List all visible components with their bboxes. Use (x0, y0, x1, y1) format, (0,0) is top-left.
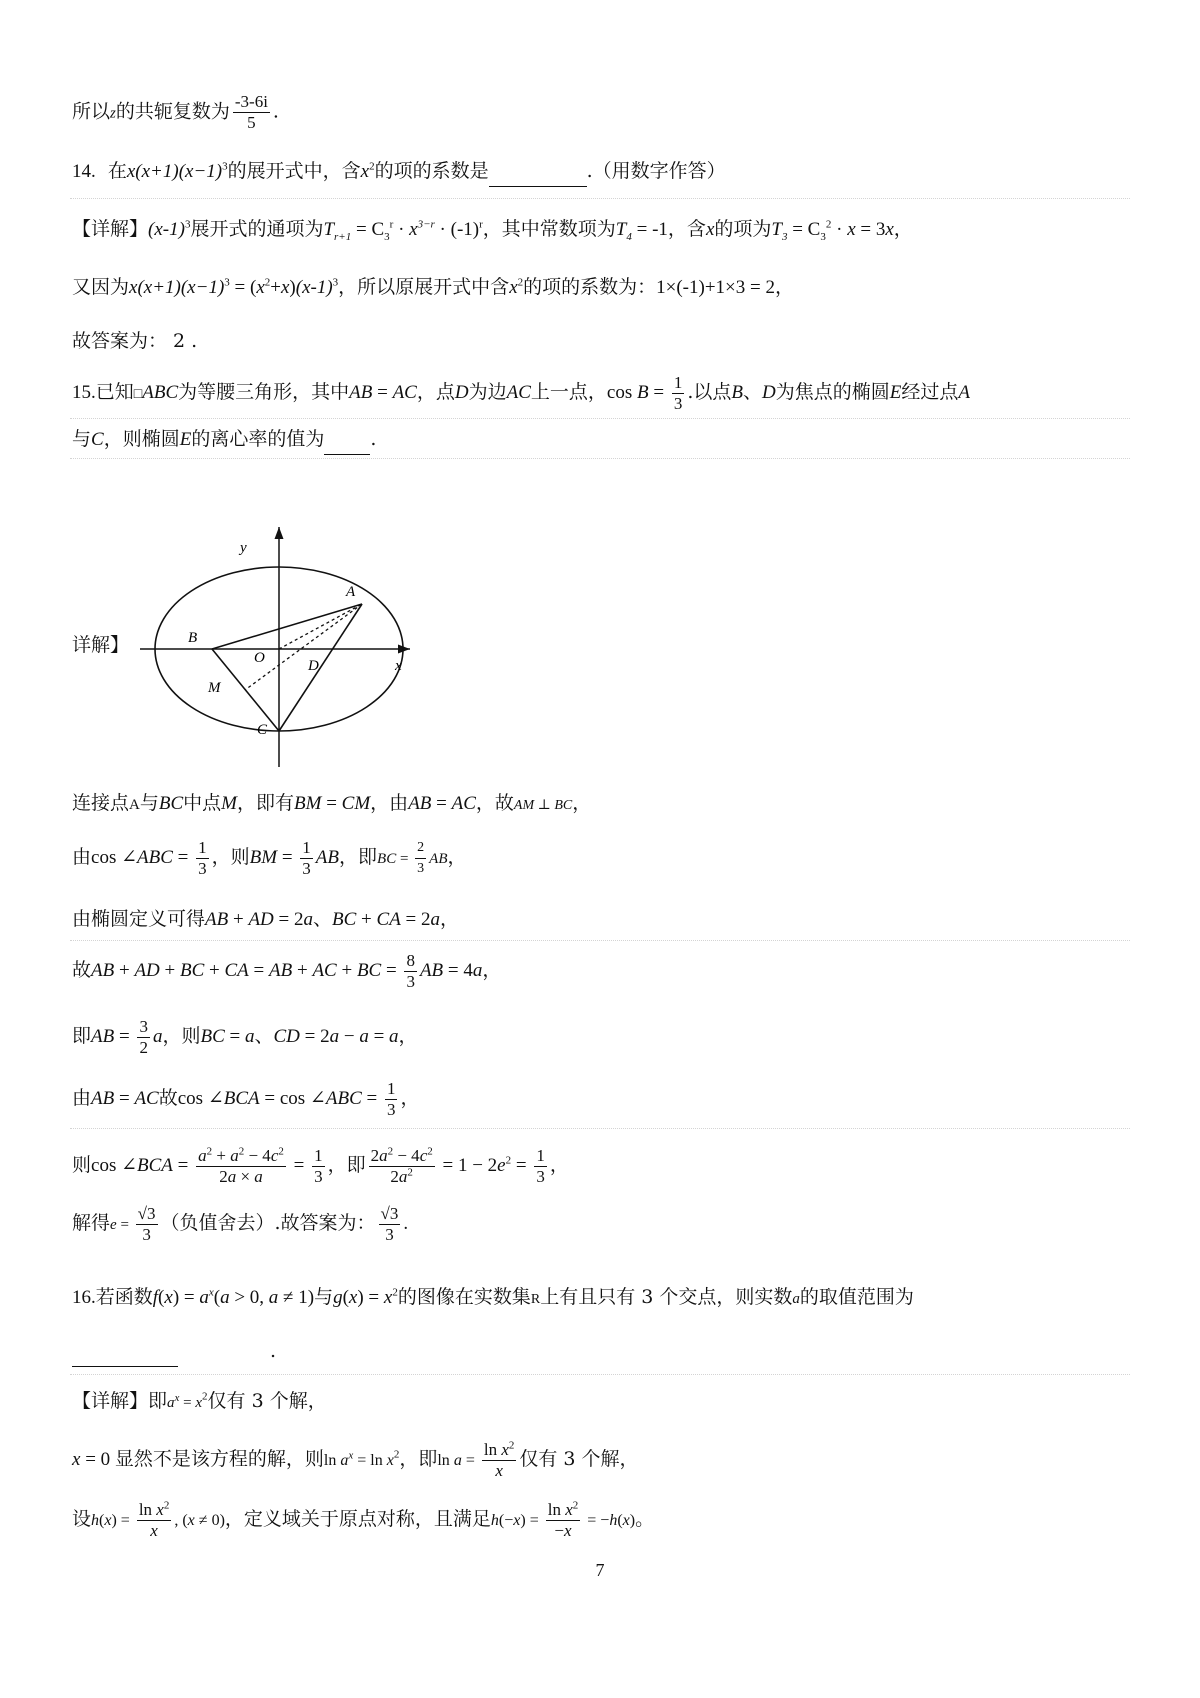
solution-15-line-7: 则cos ∠BCA = $\frac{a^2 + a^2 - 4c^2}{2a \times a}$ = $\frac{1}{3}$ ，即 $\frac{2a^2 - 4c^2}{2a^2}$ = $1 - 2e^2$ = $\frac{1}{3}$ ， (72, 1144, 569, 1186)
solution-15-line-8: 解得e = $\frac{√3}{3}$ （负值舍去）.故答案为： $\frac{√3}{3}$ . (72, 1203, 409, 1244)
page-number: 7 (595, 1560, 605, 1580)
solution-15-line-4: 故AB + AD + BC + CA = AB + AC + BC = $\frac{8}{3}$ AB = 4a， (72, 950, 502, 991)
divider (70, 940, 1130, 941)
answer-blank (489, 156, 587, 187)
question-15-cont: 与C，则椭圆E的离心率的值为 . (72, 424, 376, 455)
solution-15-head: 详解】 (72, 634, 130, 656)
label-a: A (346, 584, 356, 600)
divider (70, 418, 1130, 419)
solution-16-line-1: 【详解】即$a^x = x^2$仅有 3 个解， (72, 1390, 327, 1412)
solution-14-line-1: 【详解】$(x-1)^3$展开式的通项为$T_{r+1} = C_3^r \cdot x^{3-r} \cdot (-1)^r$，其中常数项为$T_4 = -1$，含x的项为$T_3 = C_3^2 \cdot x = 3x$， (72, 218, 913, 243)
divider (70, 1128, 1130, 1129)
solution-15-line-6: 由AB = AC故cos ∠BCA = cos ∠ABC = $\frac{1}{3}$ ， (72, 1078, 420, 1119)
segment-bd (212, 604, 362, 649)
solution-15-line-2: 由cos ∠ABC = $\frac{1}{3}$ ，则BM = $\frac{1}{3}$ AB，即BC = $\frac{2}{3}$ AB， (72, 837, 467, 878)
solution-15-line-3: 由椭圆定义可得AB + AD = 2a、BC + CA = 2a， (72, 908, 460, 930)
label-d: D (308, 658, 319, 674)
conjugate-fraction: $\frac{-3-6i}{5}$ (234, 92, 268, 132)
label-o: O (254, 650, 265, 666)
divider (70, 198, 1130, 199)
question-16: 16.若函数$f(x) = a^x(a > 0$, a ≠ 1)与$g(x) = x^2$的图像在实数集R上有且只有 3 个交点，则实数a的取值范围为 (72, 1286, 914, 1308)
solution-14-line-2: 又因为$x(x+1)(x-1)^3 = (x^2+x)(x-1)^3$，所以原展开式中含$x^2$的项的系数为：1×(-1)+1×3 = 2， (72, 276, 794, 298)
segment-ac (279, 604, 362, 731)
solution-14-answer: 故答案为： 2 . (72, 330, 198, 352)
question-14: 14. 在$x(x+1)(x-1)^3$的展开式中，含$x^2$的项的系数是 .（用数字作答） (72, 156, 726, 187)
ellipse-figure (140, 512, 420, 772)
divider (70, 458, 1130, 459)
solution-16-line-3: 设h(x) = $\frac{\ln x^2}{x}$ , (x ≠ 0)，定义域关于原点对称，且满足h(−x) = $\frac{\ln x^2}{-x}$ = −h(x)。 (72, 1498, 655, 1540)
solution-16-line-2: x = 0 显然不是该方程的解，则$\ln a^x = \ln x^2$，即ln a = $\frac{\ln x^2}{x}$ 仅有 3 个解， (72, 1438, 639, 1480)
answer-blank (324, 424, 370, 455)
segment-am (245, 604, 362, 690)
conjugate-line: 所以z的共轭复数为 $\frac{-3-6i}{5}$ . (72, 92, 279, 132)
label-c: C (257, 722, 268, 738)
label-x: x (395, 658, 402, 674)
divider (70, 1374, 1130, 1375)
solution-15-line-5: 即AB = $\frac{3}{2}$ a，则BC = a、CD = 2a − a = a， (72, 1016, 418, 1057)
label-m: M (208, 680, 221, 696)
question-15: 15.已知□ABC为等腰三角形，其中AB = AC，点D为边AC上一点，cos B = $\frac{1}{3}$ .以点B、D为焦点的椭圆E经过点A (72, 372, 970, 413)
segment-od (279, 604, 362, 649)
label-b: B (188, 630, 198, 646)
solution-15-line-1: 连接点A与BC中点M，即有BM = CM，由AB = AC，故AM ⊥ BC， (72, 792, 592, 814)
label-y: y (240, 540, 247, 556)
question-16-blank: . (72, 1336, 276, 1367)
answer-blank (72, 1336, 178, 1367)
